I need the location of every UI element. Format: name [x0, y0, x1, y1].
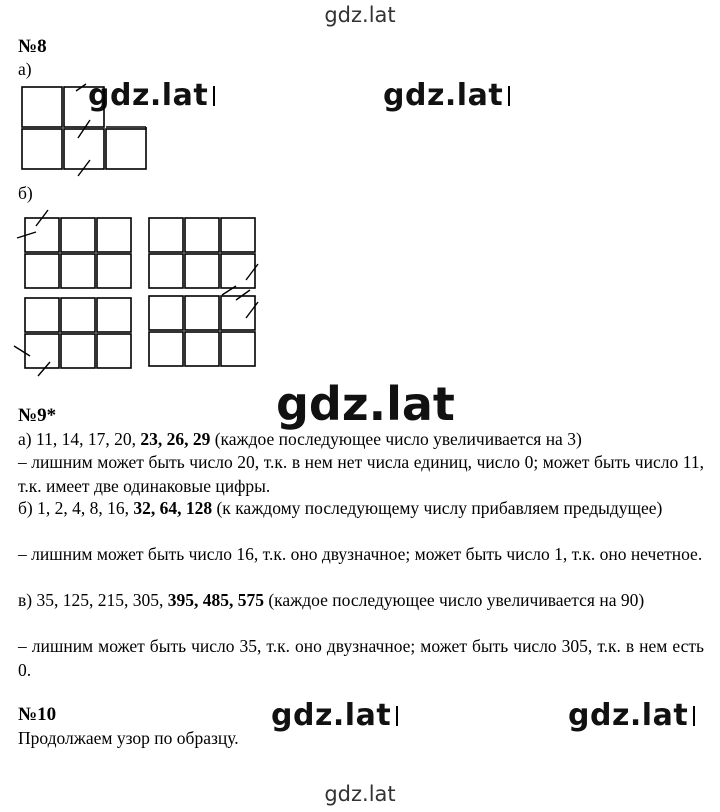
task-8-label-b: б)	[18, 183, 33, 203]
watermark-bottom: gdz.lat	[324, 782, 396, 806]
task-9-item-c: в) 35, 125, 215, 305, 395, 485, 575 (каждое последующее число увеличивается на 90)	[18, 590, 645, 610]
figure-b-2	[149, 218, 258, 295]
figure-b-3	[14, 298, 131, 376]
task-9-item-b: б) 1, 2, 4, 8, 16, 32, 64, 128 (к каждому последующему числу прибавляем предыдущее)	[18, 498, 663, 518]
watermark: gdz.lat	[271, 698, 398, 733]
figure-b-4	[149, 290, 258, 366]
watermark: gdz.lat	[383, 78, 510, 113]
watermark-top: gdz.lat	[324, 3, 396, 27]
task-9-title: №9*	[18, 405, 57, 426]
watermark: gdz.lat	[88, 78, 215, 113]
task-9-note-a: – лишним может быть число 20, т.к. в нем нет числа единиц, число 0; может быть число 11, т.к. имеет две одинаковые цифры.	[18, 452, 704, 496]
figure-b-1	[17, 210, 131, 288]
task-9-note-b: – лишним может быть число 16, т.к. оно двузначное; может быть число 1, т.к. оно нечетное.	[18, 544, 703, 564]
task-10-title: №10	[18, 704, 57, 725]
task-9-note-c: – лишним может быть число 35, т.к. оно двузначное; может быть число 305, т.к. в нем есть 0.	[18, 636, 704, 680]
task-10-text: Продолжаем узор по образцу.	[18, 728, 239, 748]
task-9-item-a: а) 11, 14, 17, 20, 23, 26, 29 (каждое последующее число увеличивается на 3)	[18, 429, 582, 449]
watermark-center: gdz.lat	[276, 377, 455, 431]
watermark: gdz.lat	[568, 698, 695, 733]
task-8-label-a: а)	[18, 59, 32, 79]
task-8-title: №8	[18, 36, 47, 57]
figure-a	[22, 84, 146, 176]
